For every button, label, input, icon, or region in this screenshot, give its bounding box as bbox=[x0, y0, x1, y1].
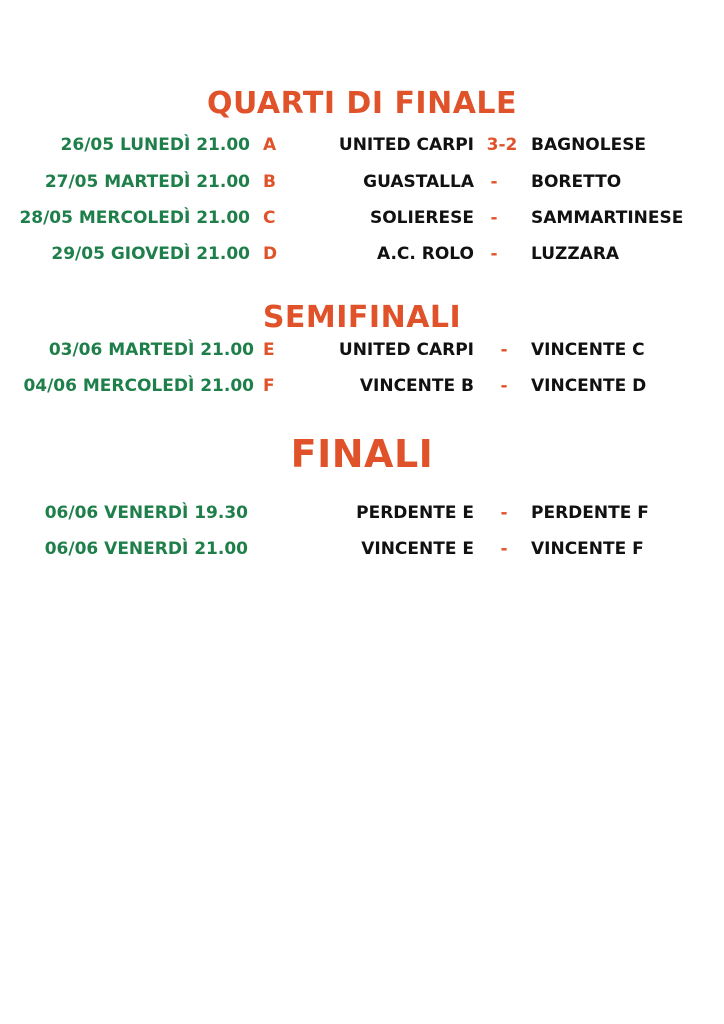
match-code: D bbox=[263, 244, 278, 264]
match-score: - bbox=[500, 340, 508, 360]
away-team: PERDENTE F bbox=[531, 503, 649, 523]
match-row-c bbox=[0, 205, 724, 231]
away-team: VINCENTE C bbox=[531, 340, 645, 360]
match-row-b bbox=[0, 169, 724, 195]
match-score: - bbox=[490, 172, 498, 192]
match-date: 04/06 MERCOLEDÌ 21.00 bbox=[23, 376, 254, 396]
match-score: - bbox=[500, 376, 508, 396]
match-code: A bbox=[263, 135, 277, 155]
match-row-final-2 bbox=[0, 536, 724, 562]
match-row-a bbox=[0, 132, 724, 158]
away-team: VINCENTE F bbox=[531, 539, 644, 559]
home-team: PERDENTE E bbox=[356, 503, 474, 523]
match-code: E bbox=[263, 340, 275, 360]
match-code: F bbox=[263, 376, 275, 396]
away-team: BAGNOLESE bbox=[531, 135, 647, 155]
away-team: SAMMARTINESE bbox=[531, 208, 684, 228]
match-date: 06/06 VENERDÌ 19.30 bbox=[44, 503, 248, 523]
match-score: - bbox=[500, 503, 508, 523]
match-row-f bbox=[0, 373, 724, 399]
away-team: BORETTO bbox=[531, 172, 622, 192]
match-code: B bbox=[263, 172, 276, 192]
home-team: VINCENTE E bbox=[361, 539, 474, 559]
home-team: VINCENTE B bbox=[359, 376, 474, 396]
quarti-title: QUARTI DI FINALE bbox=[206, 86, 518, 121]
home-team: A.C. ROLO bbox=[376, 244, 474, 264]
semifinali-title: SEMIFINALI bbox=[262, 300, 462, 335]
match-date: 03/06 MARTEDÌ 21.00 bbox=[48, 340, 254, 360]
match-date: 26/05 LUNEDÌ 21.00 bbox=[60, 135, 250, 155]
away-team: LUZZARA bbox=[531, 244, 620, 264]
match-score: 3-2 bbox=[486, 135, 518, 155]
match-row-e bbox=[0, 337, 724, 363]
home-team: UNITED CARPI bbox=[338, 135, 474, 155]
away-team: VINCENTE D bbox=[531, 376, 647, 396]
match-date: 29/05 GIOVEDÌ 21.00 bbox=[51, 244, 250, 264]
home-team: SOLIERESE bbox=[369, 208, 474, 228]
home-team: GUASTALLA bbox=[363, 172, 474, 192]
home-team: UNITED CARPI bbox=[338, 340, 474, 360]
match-row-d bbox=[0, 241, 724, 267]
match-row-final-1 bbox=[0, 500, 724, 526]
match-date: 27/05 MARTEDÌ 21.00 bbox=[44, 172, 250, 192]
match-date: 06/06 VENERDÌ 21.00 bbox=[44, 539, 248, 559]
finali-title: FINALI bbox=[290, 432, 434, 476]
match-date: 28/05 MERCOLEDÌ 21.00 bbox=[19, 208, 250, 228]
match-code: C bbox=[263, 208, 276, 228]
match-score: - bbox=[500, 539, 508, 559]
match-score: - bbox=[490, 244, 498, 264]
match-score: - bbox=[490, 208, 498, 228]
